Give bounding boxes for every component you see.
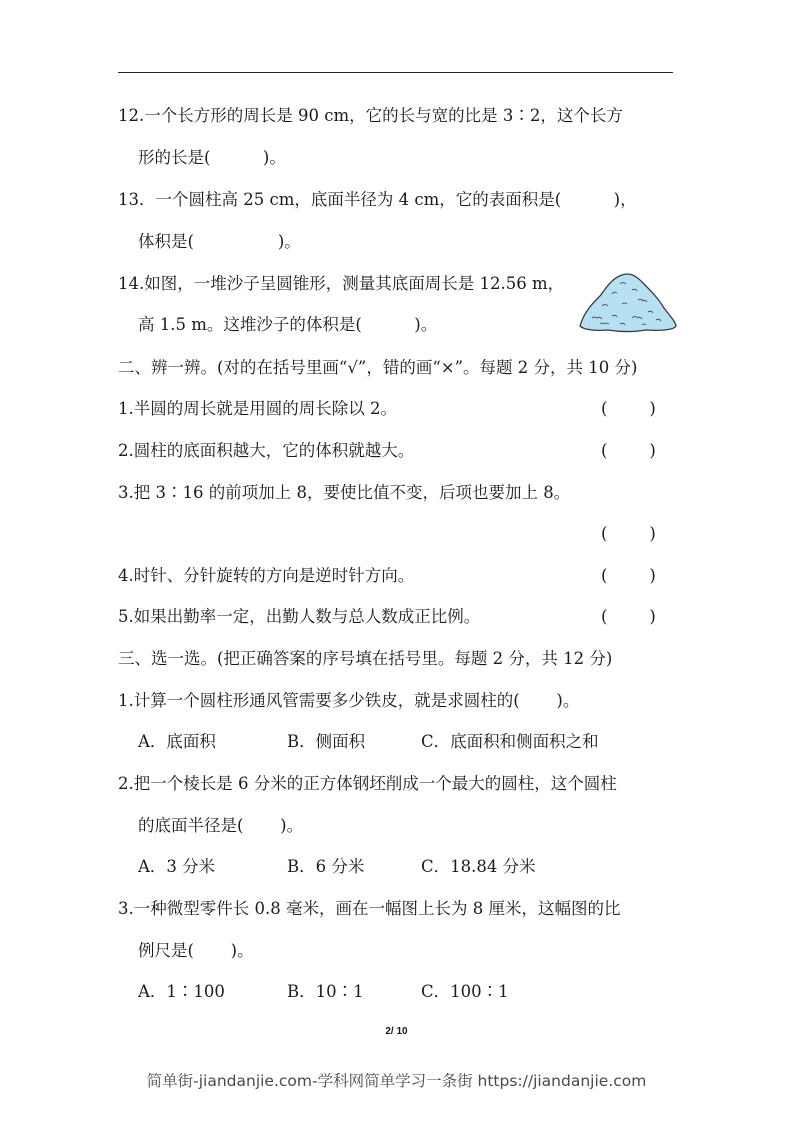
judge-item-4: 4.时针、分针旋转的方向是逆时针方向。: [118, 566, 415, 585]
header-rule: [118, 72, 673, 73]
option-2c[interactable]: C．18.84 分米: [421, 857, 536, 876]
choice-question-1: 1.计算一个圆柱形通风管需要多少铁皮，就是求圆柱的( )。: [118, 691, 580, 710]
answer-paren-2[interactable]: ( ): [601, 441, 656, 460]
section-3-heading: 三、选一选。(把正确答案的序号填在括号里。每题 2 分，共 12 分): [118, 649, 613, 668]
question-13-line-1: 13．一个圆柱高 25 cm，底面半径为 4 cm，它的表面积是( )，: [118, 190, 637, 209]
option-2a[interactable]: A．3 分米: [138, 857, 216, 876]
option-3c[interactable]: C．100∶1: [421, 982, 509, 1001]
option-3b[interactable]: B．10∶1: [287, 982, 364, 1001]
option-1b[interactable]: B．侧面积: [287, 732, 366, 751]
choice-question-3-line-1: 3.一种微型零件长 0.8 毫米，画在一幅图上长为 8 厘米，这幅图的比: [118, 899, 621, 918]
sand-pile-illustration: [576, 268, 678, 334]
page-number: 2/ 10: [385, 1026, 408, 1037]
question-12-line-2: 形的长是( )。: [138, 148, 286, 167]
option-3a[interactable]: A．1∶100: [138, 982, 225, 1001]
question-13-line-2: 体积是( )。: [138, 232, 301, 251]
judge-item-5: 5.如果出勤率一定，出勤人数与总人数成正比例。: [118, 607, 481, 626]
section-2-heading: 二、辨一辨。(对的在括号里画“√”，错的画“×”。每题 2 分，共 10 分): [118, 358, 638, 377]
question-12-line-1: 12.一个长方形的周长是 90 cm，它的长与宽的比是 3∶2，这个长方: [118, 106, 623, 125]
judge-item-2: 2.圆柱的底面积越大，它的体积就越大。: [118, 441, 415, 460]
choice-question-2-line-2: 的底面半径是( )。: [138, 816, 304, 835]
answer-paren-5[interactable]: ( ): [601, 607, 656, 626]
judge-item-3: 3.把 3∶16 的前项加上 8，要使比值不变，后项也要加上 8。: [118, 483, 571, 502]
option-2b[interactable]: B．6 分米: [287, 857, 365, 876]
answer-paren-1[interactable]: ( ): [601, 399, 656, 418]
answer-paren-3[interactable]: ( ): [601, 524, 656, 543]
question-14-line-2: 高 1.5 m。这堆沙子的体积是( )。: [138, 315, 438, 334]
option-1a[interactable]: A．底面积: [138, 732, 216, 751]
answer-paren-4[interactable]: ( ): [601, 566, 656, 585]
choice-question-2-line-1: 2.把一个棱长是 6 分米的正方体钢坯削成一个最大的圆柱，这个圆柱: [118, 774, 617, 793]
judge-item-1: 1.半圆的周长就是用圆的周长除以 2。: [118, 399, 397, 418]
option-1c[interactable]: C．底面积和侧面积之和: [421, 732, 599, 751]
choice-question-3-line-2: 例尺是( )。: [138, 941, 254, 960]
footer-watermark: 简单街-jiandanjie.com-学科网简单学习一条街 https://jiandanjie.com: [146, 1072, 647, 1090]
question-14-line-1: 14.如图，一堆沙子呈圆锥形，测量其底面周长是 12.56 m，: [118, 274, 565, 293]
